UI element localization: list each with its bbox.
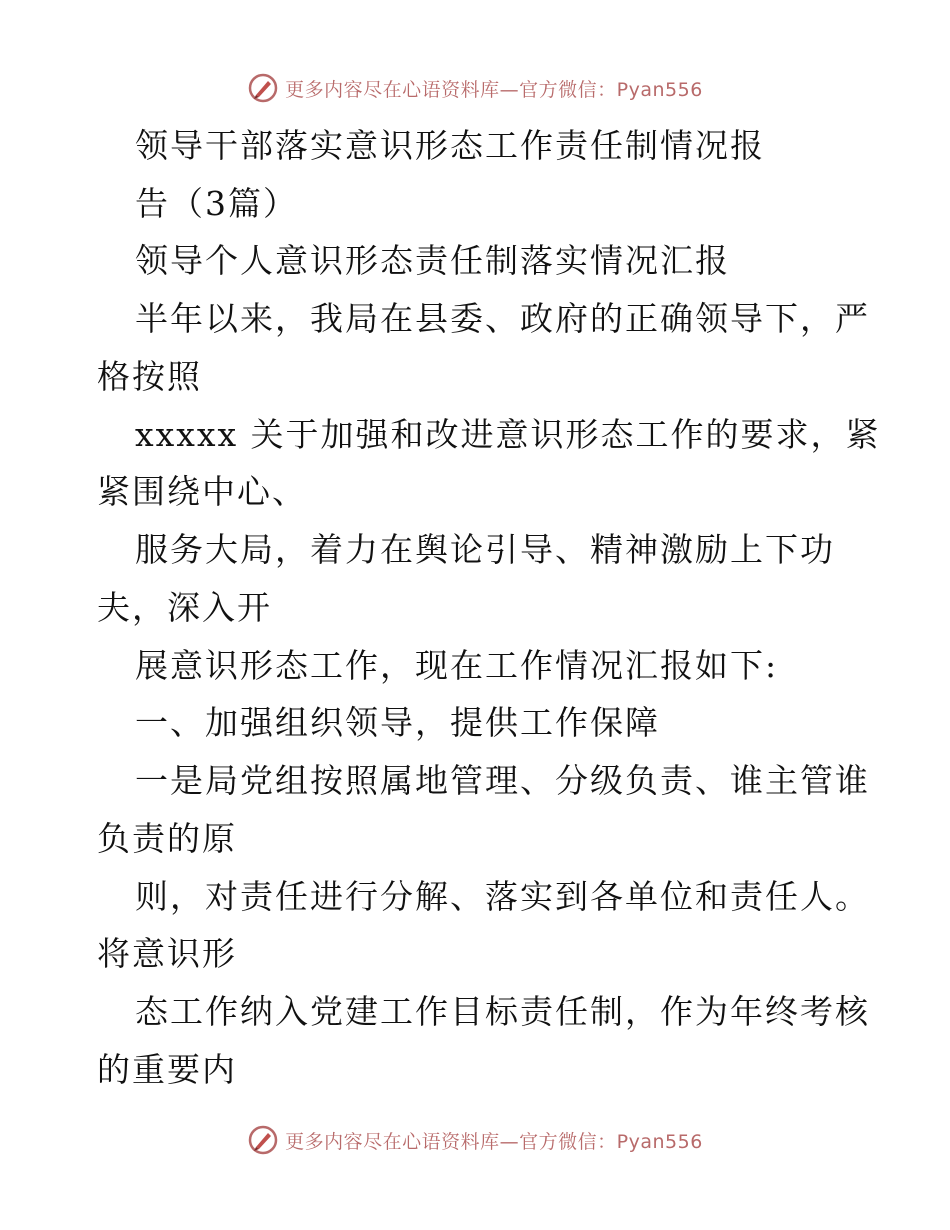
- body-line: 服务大局，着力在舆论引导、精神激励上下功: [135, 530, 835, 569]
- body-line: 则，对责任进行分解、落实到各单位和责任人。: [135, 877, 870, 916]
- title-line-1: 领导干部落实意识形态工作责任制情况报: [135, 126, 765, 165]
- body-line: 格按照: [97, 357, 202, 396]
- body-line: 负责的原: [97, 819, 237, 858]
- pen-logo-icon: [247, 72, 279, 104]
- body-line: 紧围绕中心、: [97, 472, 307, 511]
- subtitle: 领导个人意识形态责任制落实情况汇报: [135, 241, 730, 280]
- body-line: 一是局党组按照属地管理、分级负责、谁主管谁: [135, 761, 870, 800]
- watermark-banner-top: [0, 72, 950, 104]
- body-line: xxxxx 关于加强和改进意识形态工作的要求，紧: [135, 415, 881, 454]
- body-line: 的重要内: [97, 1050, 237, 1089]
- title-line-2: 告（3篇）: [135, 184, 298, 223]
- pen-logo-icon: [247, 1124, 279, 1156]
- watermark-text: 更多内容尽在心语资料库—官方微信：Pyan556: [285, 1130, 703, 1153]
- watermark-banner-bottom: [0, 1124, 950, 1156]
- body-line: 半年以来，我局在县委、政府的正确领导下，严: [135, 299, 870, 338]
- body-line: 夫，深入开: [97, 588, 272, 627]
- body-line: 态工作纳入党建工作目标责任制，作为年终考核: [135, 992, 870, 1031]
- watermark-text: 更多内容尽在心语资料库—官方微信：Pyan556: [285, 78, 703, 101]
- body-line: 将意识形: [97, 934, 237, 973]
- body-line: 展意识形态工作，现在工作情况汇报如下:: [135, 646, 779, 685]
- section-heading: 一、加强组织领导，提供工作保障: [135, 703, 660, 742]
